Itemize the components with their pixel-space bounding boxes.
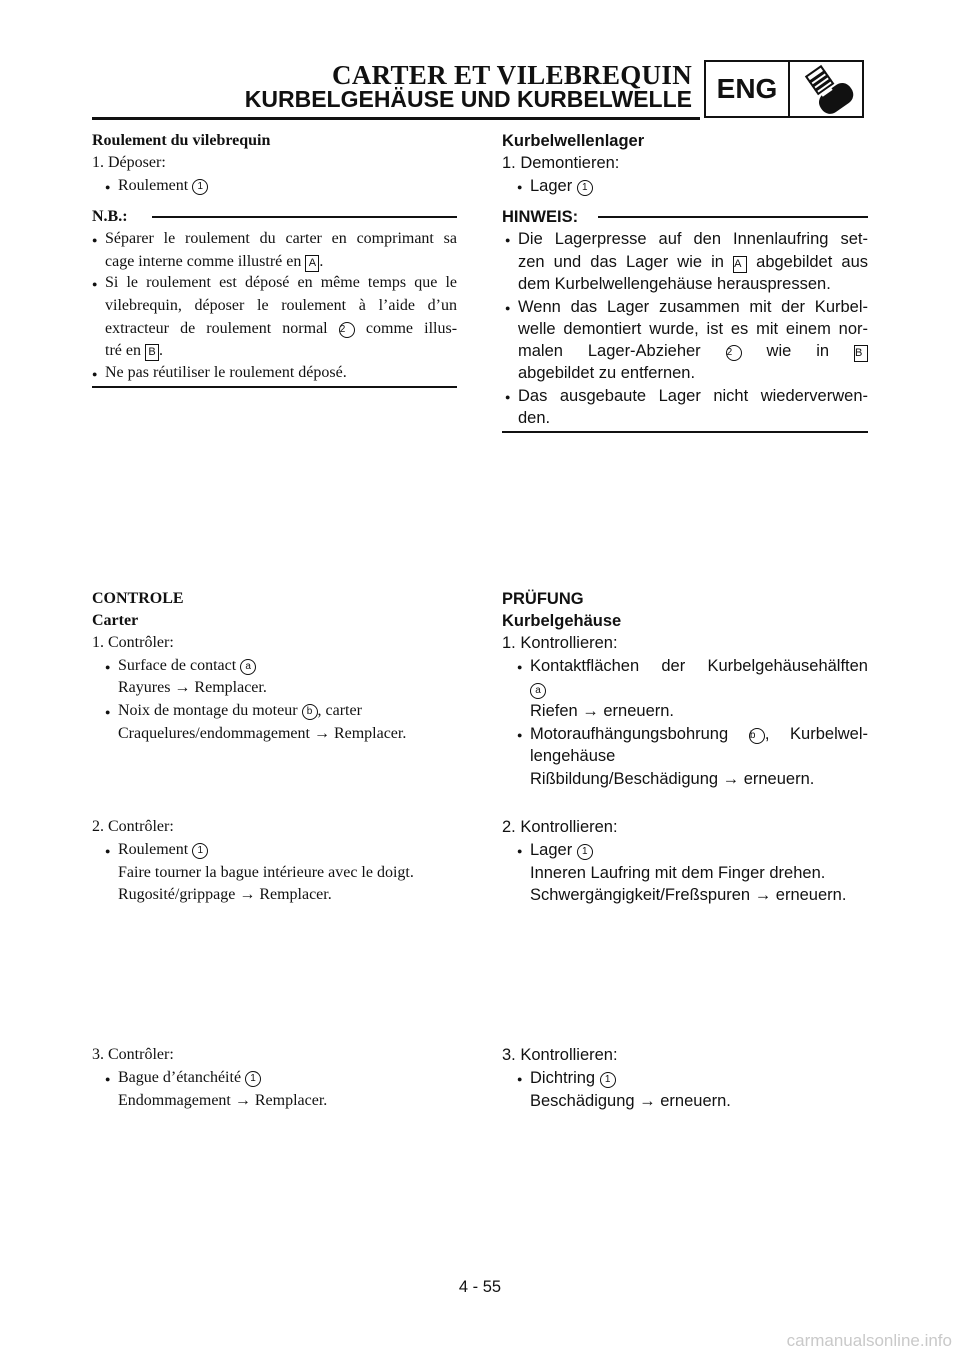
ref-a: a <box>240 659 256 675</box>
de-note-1-l3: dem Kurbelwellengehäuse herauspressen. <box>518 275 831 293</box>
de-note-3: ● Das ausgebaute Lager nicht wiederverwen- <box>518 385 868 407</box>
fr-note-2-l4: tré en B . <box>105 342 163 359</box>
engine-piston-icon <box>798 64 860 116</box>
fr-control-sub: Carter <box>92 612 139 629</box>
fr-control-text-3: Faire tourner la bague intérieure avec le doigt. <box>118 864 414 881</box>
fr-note-1: ● Séparer le roulement du carter en comprimant sa <box>105 228 457 250</box>
fr-note-1-l2: cage interne comme illustré en A . <box>105 253 324 270</box>
fr-control-item-3: ● Roulement 1 <box>118 839 208 861</box>
fr-control-step-3: 3. Contrôler: <box>92 1046 174 1063</box>
fr-note-rule-top <box>152 216 457 218</box>
de-note-2-l2: welle demontiert wurde, ist es mit einem nor- <box>518 320 868 338</box>
de-step-1: 1. Demontieren: <box>502 154 620 172</box>
de-control-item-2: ● Motoraufhängungsbohrung b , Kurbelwel- <box>530 723 868 745</box>
fr-note-3: ● Ne pas réutiliser le roulement déposé. <box>105 362 347 384</box>
de-control-step-1: 1. Kontrollieren: <box>502 634 618 652</box>
fr-control-result-4: Endommagement → Remplacer. <box>118 1092 328 1109</box>
de-note-2: ● Wenn das Lager zusammen mit der Kurbel- <box>518 296 868 318</box>
fr-note-rule-bottom <box>92 386 457 388</box>
fr-step-1: 1. Déposer: <box>92 154 166 171</box>
de-control-heading: PRÜFUNG <box>502 590 584 608</box>
de-note-2-l3: malen Lager-Abzieher 2 wie in B <box>518 340 868 362</box>
de-note-rule-top <box>598 216 868 218</box>
fr-note-2: ● Si le roulement est déposé en même temps que le <box>105 272 457 294</box>
de-control-step-3: 3. Kontrollieren: <box>502 1046 618 1064</box>
de-control-item-1-ref: a <box>530 678 546 700</box>
de-control-item-3: ● Lager 1 <box>530 839 593 861</box>
de-note-2-l4: abgebildet zu entfernen. <box>518 364 696 382</box>
de-control-item-1: ● Kontaktflächen der Kurbelgehäusehälften <box>530 655 868 677</box>
fr-note-2-l3: extracteur de roulement normal 2 comme illus- <box>105 320 458 337</box>
de-control-text-3: Inneren Laufring mit dem Finger drehen. <box>530 864 826 882</box>
fr-control-item-4: ● Bague d’étanchéité 1 <box>118 1067 261 1089</box>
fr-section-heading: Roulement du vilebrequin <box>92 132 271 149</box>
fr-note-label: N.B.: <box>92 208 128 225</box>
header-rule <box>92 117 700 120</box>
de-section-heading: Kurbelwellenlager <box>502 132 645 150</box>
fr-control-result-1: Rayures → Remplacer. <box>118 679 267 696</box>
de-control-result-3: Schwergängigkeit/Freßspuren → erneuern. <box>530 886 847 904</box>
de-control-item-4: ● Dichtring 1 <box>530 1067 616 1089</box>
page-title-de: KURBELGEHÄUSE UND KURBELWELLE <box>244 86 692 112</box>
de-item-bearing: ● Lager 1 <box>530 175 593 197</box>
fr-control-result-2: Craquelures/endommagement → Remplacer. <box>118 725 407 742</box>
footer-watermark: carmanualsonline.info <box>786 1331 952 1350</box>
eng-label: ENG <box>716 73 778 104</box>
page-title-fr: CARTER ET VILEBREQUIN <box>332 60 692 90</box>
de-control-result-4: Beschädigung → erneuern. <box>530 1092 731 1110</box>
de-note-1-l2: zen und das Lager wie in A abgebildet aus <box>518 253 868 271</box>
de-note-rule-bottom <box>502 431 868 433</box>
fr-control-item-2: ● Noix de montage du moteur b , carter <box>118 700 362 722</box>
de-control-result-1: Riefen → erneuern. <box>530 702 674 720</box>
ref-1: 1 <box>192 179 208 195</box>
de-note-3-l2: den. <box>518 409 551 427</box>
ref-A: A <box>305 255 319 272</box>
fr-control-heading: CONTROLE <box>92 590 184 607</box>
de-note-1: ● Die Lagerpresse auf den Innenlaufring set- <box>518 228 868 250</box>
fr-control-item-1: ● Surface de contact a <box>118 655 256 677</box>
ref-2: 2 <box>339 322 355 338</box>
de-note-label: HINWEIS: <box>502 208 579 226</box>
section-badge <box>704 60 864 118</box>
page-number: 4 - 55 <box>458 1278 502 1296</box>
ref-B: B <box>145 344 159 361</box>
fr-control-result-3: Rugosité/grippage → Remplacer. <box>118 886 332 903</box>
ref-b: b <box>302 704 318 720</box>
de-control-result-2: Rißbildung/Beschädigung → erneuern. <box>530 770 815 788</box>
fr-note-2-l2: vilebrequin, déposer le roulement à l’aide d’un <box>105 297 457 314</box>
de-control-sub: Kurbelgehäuse <box>502 612 622 630</box>
fr-control-step-1: 1. Contrôler: <box>92 634 174 651</box>
de-control-step-2: 2. Kontrollieren: <box>502 818 618 836</box>
fr-control-step-2: 2. Contrôler: <box>92 818 174 835</box>
fr-item-bearing: ● Roulement 1 <box>118 175 208 197</box>
de-control-item-2-l2: lengehäuse <box>530 747 616 765</box>
